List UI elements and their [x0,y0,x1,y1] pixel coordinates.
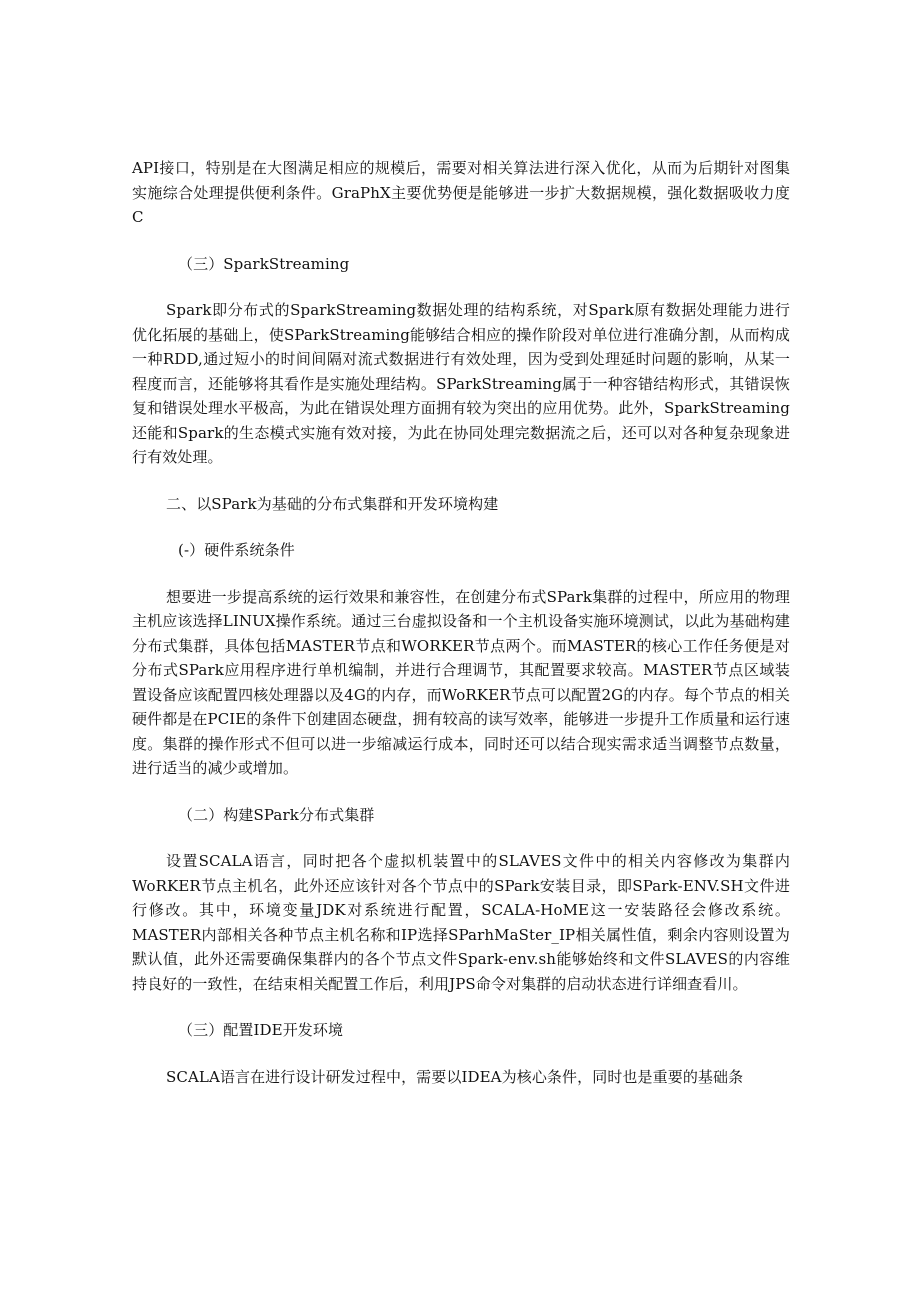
heading-ide: （三）配置IDE开发环境 [178,1021,344,1039]
heading-section-2: 二、以SPark为基础的分布式集群和开发环境构建 [166,494,499,513]
heading-build-cluster: （二）构建SPark分布式集群 [178,805,375,824]
paragraph-hardware: 想要进一步提高系统的运行效果和兼容性，在创建分布式SPark集群的过程中，所应用的物理主机应该选择LINUX操作系统。通过三台虚拟设备和一个主机设备实施环境测试，以此为基础构建分布式集群，具体包括MASTER节点和WORKER节点两个。而MASTER的核心工作任务便是对分布式SPark应用程序进行单机编制，并进行合理调节，其配置要求较高。MASTER节点区域装置设备应该配置四核处理器以及4G的内存，而WoRKER节点可以配置2G的内存。每个节点的相关硬件都是在PCIE的条件下创建固态硬盘，拥有较高的读写效率，能够进一步提升工作质量和运行速度。集群的操作形式不但可以进一步缩减运行成本，同时还可以结合现实需求适当调整节点数量，进行适当的减少或增加。 [132,587,790,777]
paragraph-graphx-continued: API接口，特别是在大图满足相应的规模后，需要对相关算法进行深入优化，从而为后期针对图集实施综合处理提供便利条件。GraPhX主要优势便是能够进一步扩大数据规模，强化数据吸收力度C [132,159,790,226]
paragraph-ide: SCALA语言在进行设计研发过程中，需要以IDEA为核心条件，同时也是重要的基础条 [166,1067,744,1086]
document-body [132,156,790,1089]
paragraph-sparkstreaming: Spark即分布式的SparkStreaming数据处理的结构系统，对Spark原有数据处理能力进行优化拓展的基础上，使SParkStreaming能够结合相应的操作阶段对单位进行准确分割，从而构成一种RDD,通过短小的时间间隔对流式数据进行有效处理，因为受到处理延时问题的影响，从某一程度而言，还能够将其看作是实施处理结构。SParkStreaming属于一种容错结构形式，其错误恢复和错误处理水平极高，为此在错误处理方面拥有较为突出的应用优势。此外，SparkStreaming还能和Spark的生态模式实施有效对接，为此在协同处理完数据流之后，还可以对各种复杂现象进行有效处理。 [132,301,790,466]
heading-sparkstreaming: （三）SparkStreaming [178,254,350,273]
heading-hardware: (-）硬件系统条件 [178,541,295,559]
paragraph-build-cluster: 设置SCALA语言，同时把各个虚拟机装置中的SLAVES文件中的相关内容修改为集群内WoRKER节点主机名，此外还应该针对各个节点中的SPark安装目录，即SPark-ENV.SH文件进行修改。其中，环境变量JDK对系统进行配置，SCALA-HoME这一安装路径会修改系统。MASTER内部相关各种节点主机名称和IP选择SParhMaSter_IP相关属性值，剩余内容则设置为默认值，此外还需要确保集群内的各个节点文件Spark-env.sh能够始终和文件SLAVES的内容维持良好的一致性，在结束相关配置工作后，利用JPS命令对集群的启动状态进行详细查看川。 [132,852,790,993]
